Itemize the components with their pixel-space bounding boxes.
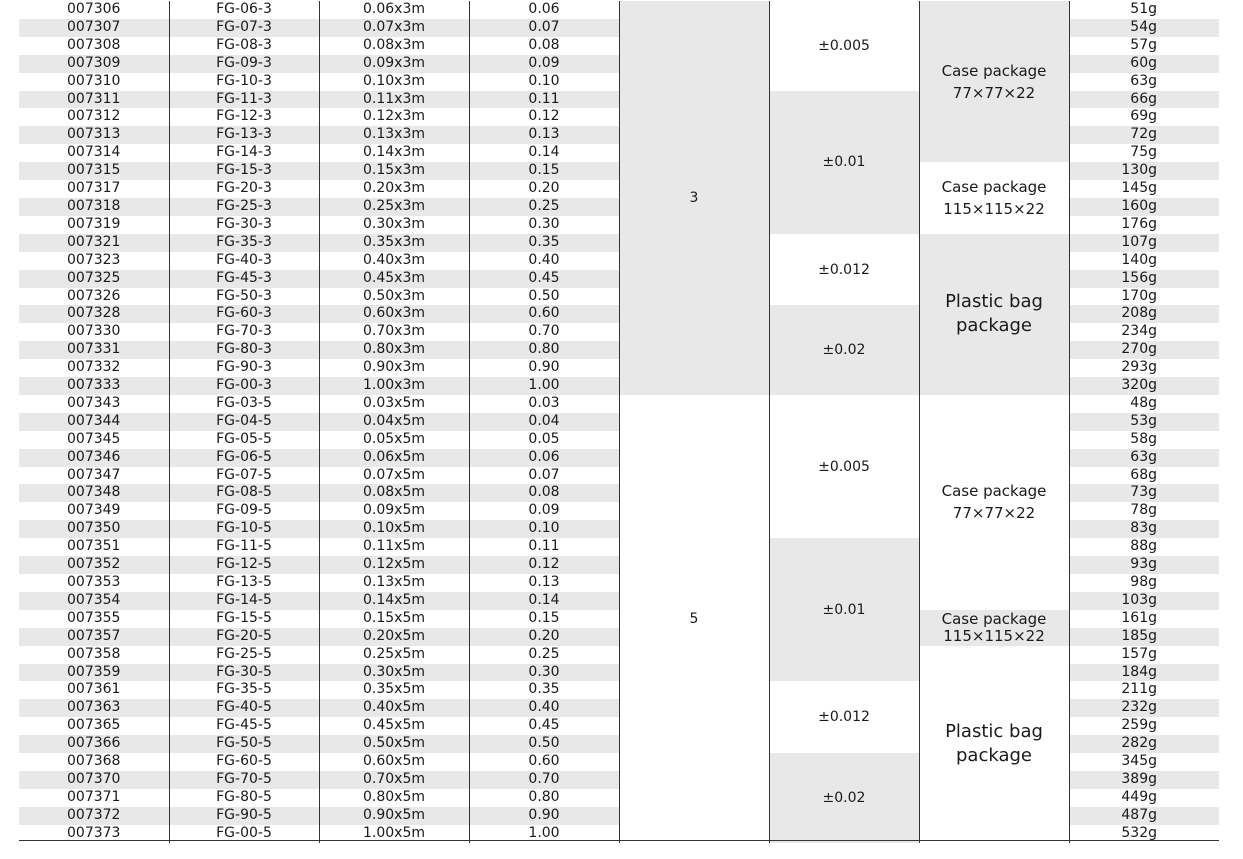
cell-dia: 0.40 [469,252,619,270]
cell-model: FG-14-5 [169,592,319,610]
package-line1: Plastic bag [945,721,1043,743]
cell-dia: 0.20 [469,628,619,646]
cell-dia: 0.14 [469,144,619,162]
cell-size: 0.70x3m [319,323,469,341]
length-group-cell: 3 [619,1,769,395]
tolerance-cell: ±0.012 [769,681,919,753]
tolerance-cell: ±0.01 [769,538,919,681]
cell-code: 007318 [19,198,169,216]
cell-size: 0.07x5m [319,467,469,485]
cell-weight: 320g [1069,377,1219,395]
cell-model: FG-10-5 [169,520,319,538]
cell-dia: 0.09 [469,55,619,73]
cell-code: 007313 [19,126,169,144]
cell-weight: 234g [1069,323,1219,341]
cell-model: FG-70-5 [169,771,319,789]
cell-model: FG-25-3 [169,198,319,216]
cell-size: 0.03x5m [319,395,469,413]
cell-model: FG-20-3 [169,180,319,198]
cell-weight: 161g [1069,610,1219,628]
cell-model: FG-25-5 [169,646,319,664]
cell-code: 007328 [19,305,169,323]
cell-model: FG-35-5 [169,681,319,699]
cell-model: FG-40-5 [169,699,319,717]
cell-size: 0.09x3m [319,55,469,73]
cell-dia: 0.10 [469,520,619,538]
package-line1: Case package [941,482,1047,501]
cell-dia: 0.35 [469,234,619,252]
table-row [19,395,1219,413]
length-group-cell: 5 [619,395,769,843]
cell-size: 0.45x3m [319,270,469,288]
cell-size: 1.00x5m [319,825,469,843]
cell-model: FG-10-3 [169,73,319,91]
spec-table-container [19,1,1219,843]
cell-dia: 0.45 [469,717,619,735]
cell-size: 0.40x3m [319,252,469,270]
cell-model: FG-90-5 [169,807,319,825]
cell-dia: 0.90 [469,807,619,825]
cell-model: FG-05-5 [169,431,319,449]
cell-code: 007306 [67,1,121,17]
cell-weight: 60g [1069,55,1219,73]
cell-weight: 75g [1069,144,1219,162]
cell-weight: 270g [1069,341,1219,359]
cell-code: 007315 [19,162,169,180]
cell-model: FG-11-3 [169,91,319,109]
cell-dia: 0.15 [469,162,619,180]
cell-weight: 66g [1069,91,1219,109]
cell-size: 0.40x5m [319,699,469,717]
cell-weight: 93g [1069,556,1219,574]
cell-dia: 0.13 [469,574,619,592]
cell-code: 007330 [67,323,121,340]
cell-code: 007312 [67,108,121,125]
cell-weight: 69g [1069,108,1219,126]
cell-weight: 282g [1069,735,1219,753]
cell-dia: 0.12 [469,108,619,126]
cell-weight: 157g [1069,646,1219,664]
cell-dia: 0.90 [469,359,619,377]
cell-weight: 63g [1069,73,1219,91]
cell-dia: 1.00 [469,825,619,843]
cell-code: 007331 [19,341,169,359]
cell-size: 0.12x5m [319,556,469,574]
package-cell [919,162,1069,234]
cell-size: 0.35x3m [319,234,469,252]
cell-weight: 54g [1069,19,1219,37]
cell-size: 0.10x5m [319,520,469,538]
cell-weight: 63g [1069,449,1219,467]
package-cell [919,646,1069,843]
cell-weight: 532g [1069,825,1219,843]
package-cell [919,395,1069,610]
cell-dia: 0.35 [469,681,619,699]
cell-weight: 449g [1069,789,1219,807]
cell-weight: 232g [1069,699,1219,717]
cell-model: FG-60-5 [169,753,319,771]
cell-weight: 170g [1069,288,1219,306]
cell-size: 0.05x5m [319,431,469,449]
cell-size: 0.25x5m [319,646,469,664]
cell-code: 007370 [19,771,169,789]
cell-size: 0.11x5m [319,538,469,556]
tolerance-cell: ±0.005 [769,395,919,538]
cell-size: 0.70x5m [319,771,469,789]
cell-code: 007358 [67,645,121,662]
cell-dia: 0.09 [469,502,619,520]
cell-dia: 0.10 [469,73,619,91]
cell-model: FG-03-5 [169,395,319,413]
cell-size: 0.11x3m [319,91,469,109]
package-cell [919,1,1069,162]
cell-code: 007344 [19,413,169,431]
package-cell [919,234,1069,395]
cell-model: FG-50-3 [169,288,319,306]
cell-size: 0.35x5m [319,681,469,699]
cell-size: 0.15x5m [319,610,469,628]
cell-dia: 0.60 [469,753,619,771]
cell-weight: 107g [1069,234,1219,252]
cell-dia: 0.50 [469,288,619,306]
cell-size: 0.12x3m [319,108,469,126]
cell-code: 007311 [19,91,169,109]
cell-code: 007361 [67,681,121,698]
table-row [19,1,1219,19]
cell-code: 007323 [67,251,121,268]
cell-weight: 88g [1069,538,1219,556]
cell-weight: 259g [1069,717,1219,735]
cell-size: 0.15x3m [319,162,469,180]
tolerance-cell: ±0.02 [769,753,919,843]
cell-weight: 345g [1069,753,1219,771]
cell-size: 0.08x5m [319,484,469,502]
cell-model: FG-09-3 [169,55,319,73]
package-line2: 77×77×22 [952,504,1036,523]
cell-weight: 208g [1069,305,1219,323]
spec-table [19,1,1219,843]
package-line1: Case package [941,61,1047,80]
package-line2: 115×115×22 [943,626,1045,645]
cell-model: FG-04-5 [169,413,319,431]
cell-code: 007359 [19,664,169,682]
cell-model: FG-30-3 [169,216,319,234]
cell-weight: 78g [1069,502,1219,520]
cell-weight: 211g [1069,681,1219,699]
cell-dia: 0.14 [469,592,619,610]
cell-code: 007333 [19,377,169,395]
cell-model: FG-50-5 [169,735,319,753]
cell-model: FG-80-3 [169,341,319,359]
cell-model: FG-14-3 [169,144,319,162]
cell-weight: 58g [1069,431,1219,449]
tolerance-cell: ±0.005 [769,1,919,91]
cell-weight: 389g [1069,771,1219,789]
package-line2: 77×77×22 [952,83,1036,102]
cell-weight: 57g [1069,37,1219,55]
cell-weight: 98g [1069,574,1219,592]
cell-code: 007317 [67,180,121,197]
cell-dia: 0.08 [469,484,619,502]
cell-model: FG-13-3 [169,126,319,144]
cell-size: 0.06x5m [319,449,469,467]
cell-size: 0.14x3m [319,144,469,162]
cell-model: FG-11-5 [169,538,319,556]
cell-dia: 0.03 [469,395,619,413]
cell-dia: 0.50 [469,735,619,753]
cell-model: FG-07-5 [169,467,319,485]
cell-code: 007309 [19,55,169,73]
cell-model: FG-70-3 [169,323,319,341]
cell-size: 0.20x3m [319,180,469,198]
cell-weight: 293g [1069,359,1219,377]
tolerance-cell: ±0.02 [769,305,919,395]
cell-dia: 0.80 [469,789,619,807]
cell-dia: 0.45 [469,270,619,288]
cell-size: 0.10x3m [319,73,469,91]
cell-weight: 185g [1069,628,1219,646]
tolerance-cell: ±0.01 [769,91,919,234]
cell-code: 007332 [67,359,121,376]
cell-size: 0.30x3m [319,216,469,234]
cell-dia: 0.80 [469,341,619,359]
cell-weight: 160g [1069,198,1219,216]
cell-dia: 0.13 [469,126,619,144]
cell-size: 0.50x3m [319,288,469,306]
cell-model: FG-13-5 [169,574,319,592]
cell-size: 0.30x5m [319,664,469,682]
cell-dia: 0.07 [469,19,619,37]
cell-model: FG-06-5 [169,449,319,467]
cell-model: FG-12-3 [169,108,319,126]
cell-code: 007372 [19,807,169,825]
cell-weight: 83g [1069,520,1219,538]
cell-dia: 1.00 [469,377,619,395]
cell-model: FG-12-5 [169,556,319,574]
cell-model: FG-35-3 [169,234,319,252]
cell-weight: 72g [1069,126,1219,144]
cell-size: 0.13x3m [319,126,469,144]
cell-weight: 156g [1069,270,1219,288]
cell-size: 0.04x5m [319,413,469,431]
cell-dia: 0.30 [469,216,619,234]
spec-table-body [19,1,1219,843]
cell-code: 007349 [67,502,121,519]
cell-model: FG-08-3 [169,37,319,55]
cell-code: 007314 [67,144,121,161]
cell-model: FG-00-3 [169,377,319,395]
cell-model: FG-06-3 [169,1,319,19]
package-line1: Plastic bag [945,291,1043,313]
cell-model: FG-30-5 [169,664,319,682]
cell-model: FG-45-3 [169,270,319,288]
cell-dia: 0.11 [469,91,619,109]
cell-size: 0.60x3m [319,305,469,323]
cell-weight: 176g [1069,216,1219,234]
cell-code: 007308 [67,36,121,53]
cell-dia: 0.25 [469,646,619,664]
cell-code: 007350 [19,520,169,538]
cell-weight: 53g [1069,413,1219,431]
cell-code: 007348 [19,484,169,502]
cell-size: 0.60x5m [319,753,469,771]
cell-size: 0.80x3m [319,341,469,359]
cell-code: 007366 [19,735,169,753]
cell-size: 0.07x3m [319,19,469,37]
cell-dia: 0.05 [469,431,619,449]
cell-model: FG-09-5 [169,502,319,520]
cell-code: 007363 [19,699,169,717]
cell-size: 0.20x5m [319,628,469,646]
cell-model: FG-40-3 [169,252,319,270]
cell-dia: 0.07 [469,467,619,485]
cell-model: FG-20-5 [169,628,319,646]
cell-weight: 103g [1069,592,1219,610]
cell-code: 007346 [19,449,169,467]
cell-code: 007310 [67,72,121,89]
cell-model: FG-45-5 [169,717,319,735]
cell-weight: 48g [1069,395,1219,413]
cell-size: 1.00x3m [319,377,469,395]
cell-dia: 0.15 [469,610,619,628]
cell-weight: 68g [1069,467,1219,485]
cell-size: 0.09x5m [319,502,469,520]
cell-code: 007319 [67,215,121,232]
cell-model: FG-15-3 [169,162,319,180]
cell-model: FG-07-3 [169,19,319,37]
cell-dia: 0.08 [469,37,619,55]
cell-size: 0.08x3m [319,37,469,55]
cell-dia: 0.11 [469,538,619,556]
cell-dia: 0.06 [469,449,619,467]
cell-dia: 0.70 [469,771,619,789]
cell-dia: 0.60 [469,305,619,323]
cell-code: 007321 [19,234,169,252]
cell-code: 007345 [67,430,121,447]
cell-weight: 487g [1069,807,1219,825]
cell-code: 007343 [67,394,121,411]
package-cell [919,610,1069,646]
cell-code: 007347 [67,466,121,483]
cell-size: 0.90x3m [319,359,469,377]
cell-size: 0.14x5m [319,592,469,610]
cell-model: FG-60-3 [169,305,319,323]
cell-size: 0.06x3m [319,1,469,19]
cell-weight: 140g [1069,252,1219,270]
cell-code: 007357 [19,628,169,646]
cell-code: 007352 [19,556,169,574]
cell-dia: 0.06 [469,1,619,19]
cell-code: 007355 [67,609,121,626]
package-line2: 115×115×22 [943,199,1045,218]
cell-code: 007326 [67,287,121,304]
cell-code: 007365 [67,717,121,734]
cell-weight: 184g [1069,664,1219,682]
cell-model: FG-08-5 [169,484,319,502]
cell-model: FG-15-5 [169,610,319,628]
cell-size: 0.50x5m [319,735,469,753]
cell-weight: 130g [1069,162,1219,180]
cell-code: 007353 [67,574,121,590]
cell-model: FG-00-5 [169,825,319,843]
cell-size: 0.13x5m [319,574,469,592]
cell-code: 007373 [67,824,121,841]
package-line1: Case package [941,609,1047,628]
package-line2: package [956,745,1032,767]
cell-dia: 0.70 [469,323,619,341]
package-line1: Case package [941,177,1047,196]
cell-code: 007351 [67,538,121,555]
cell-dia: 0.30 [469,664,619,682]
cell-code: 007354 [19,592,169,610]
cell-code: 007307 [19,19,169,37]
cell-size: 0.25x3m [319,198,469,216]
cell-weight: 145g [1069,180,1219,198]
cell-dia: 0.04 [469,413,619,431]
cell-code: 007325 [19,270,169,288]
cell-model: FG-90-3 [169,359,319,377]
cell-size: 0.90x5m [319,807,469,825]
cell-size: 0.45x5m [319,717,469,735]
cell-dia: 0.40 [469,699,619,717]
table-bottom-rule [19,840,1219,841]
cell-code: 007371 [67,788,121,805]
cell-dia: 0.20 [469,180,619,198]
tolerance-cell: ±0.012 [769,234,919,306]
cell-weight: 51g [1069,1,1219,19]
cell-weight: 73g [1069,484,1219,502]
cell-dia: 0.25 [469,198,619,216]
package-line2: package [956,315,1032,337]
cell-dia: 0.12 [469,556,619,574]
cell-model: FG-80-5 [169,789,319,807]
cell-code: 007368 [67,753,121,770]
cell-size: 0.80x5m [319,789,469,807]
